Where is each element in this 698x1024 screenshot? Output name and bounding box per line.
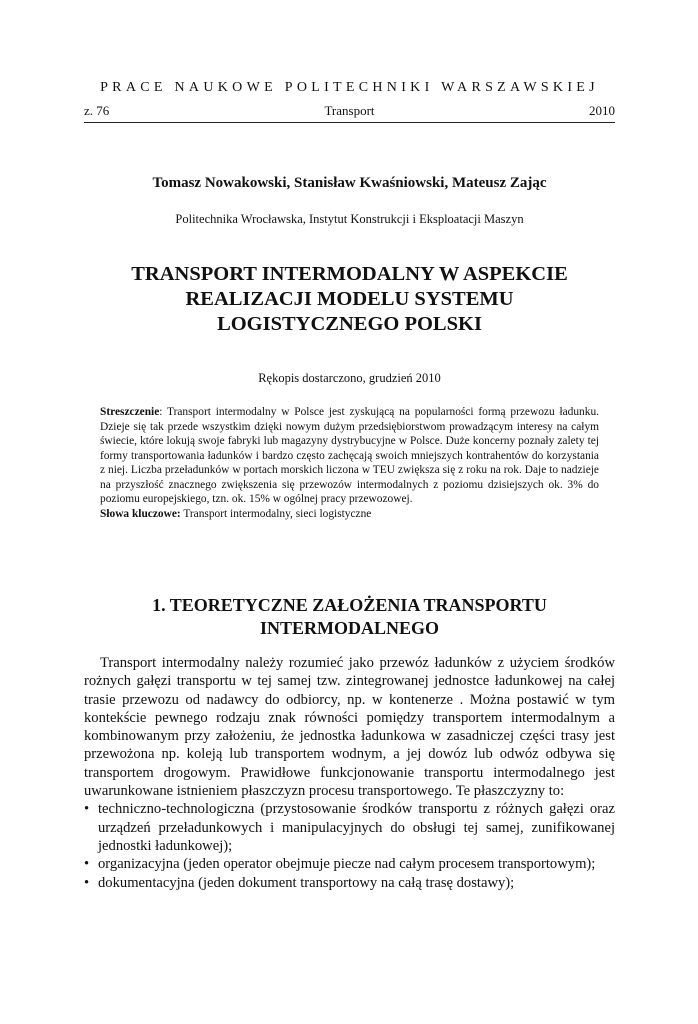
keywords-text: Transport intermodalny, sieci logistyczne	[180, 507, 372, 520]
journal-section: Transport	[324, 103, 375, 118]
body-paragraph: Transport intermodalny należy rozumieć jako przewóz ładunków z użyciem środków rożnych gałęzi transportu w tej samej tzw. zintegrowanej jednostce ładunkowej na całej trasie przewozu od nadawcy do odbiorcy, np. w kontenerze . Można postawić w tym kontekście pewnego rodzaju znak równości pomiędzy transportem intermodalnym a kombinowanym przy założeniu, że jednostka ładunkowa w zasadniczej części trasy jest przewożona np. koleją lub transportem wodnym, a jej dowóz lub odwóz odbywa się transportem drogowym. Prawidłowe funkcjonowanie transportu intermodalnego jest uwarunkowane istnieniem płaszczyzn procesu transportowego. Te płaszczyzny to:	[84, 655, 615, 800]
keywords-paragraph	[100, 507, 599, 522]
abstract-text: : Transport intermodalny w Polsce jest zyskującą na popularności formą przewozu ładunku. Dzieje się tak przede wszystkim dzięki nowym dużym przedsiębiorstwom prowadzącym interesy na całym świecie, które lokują swoje fabryki lub magazyny dystrybucyjne w Polsce. Duże koncerny poznały zalety tej formy transportowania ładunków i bardzo często zachęcają swoich mniejszych kontrahentów do korzystania z niej. Liczba przeładunków w portach morskich liczona w TEU zwiększa się z roku na rok. Daje to nadzieje na przyszłość znacznego zwiększenia się przewozów intermodalnych z poziomu dzisiejszych ok. 3% do poziomu europejskiego, tzn. ok. 15% w ogólnej pracy przewozowej.	[100, 406, 599, 505]
paper-authors: Tomasz Nowakowski, Stanisław Kwaśniowski, Mateusz Zając	[152, 175, 547, 191]
journal-year: 2010	[589, 103, 615, 118]
list-item-text: dokumentacyjna (jeden dokument transportowy na całą trasę dostawy);	[98, 874, 515, 891]
keywords-label: Słowa kluczowe:	[100, 507, 181, 520]
list-item	[84, 855, 615, 873]
list-item-text: techniczno-technologiczna (przystosowanie środków transportu z różnych gałęzi oraz urządzeń przeładunkowych i manipulacyjnych do obsługi tej samej, zunifikowanej jednostki ładunkowej);	[98, 801, 615, 854]
abstract-block	[100, 405, 599, 521]
header-divider	[84, 122, 615, 123]
journal-volume: z. 76	[84, 103, 110, 118]
section-heading	[84, 594, 615, 640]
list-item-text: organizacyjna (jeden operator obejmuje piecze nad całym procesem transportowym);	[98, 856, 596, 873]
section-body	[84, 654, 615, 892]
list-item	[84, 874, 615, 892]
journal-series-title: PRACE NAUKOWE POLITECHNIKI WARSZAWSKIEJ	[100, 80, 599, 95]
paper-title-line: LOGISTYCZNEGO POLSKI	[217, 313, 482, 335]
bullet-icon: •	[84, 856, 90, 873]
abstract-paragraph	[100, 405, 599, 507]
bullet-icon: •	[84, 801, 90, 818]
section-heading-line: 1. TEORETYCZNE ZAŁOŻENIA TRANSPORTU	[152, 595, 547, 615]
section-heading-line: INTERMODALNEGO	[259, 618, 439, 638]
abstract-label: Streszczenie	[100, 406, 160, 418]
received-note: Rękopis dostarczono, grudzień 2010	[258, 371, 441, 385]
paper-title	[84, 262, 615, 337]
paper-title-line: TRANSPORT INTERMODALNY W ASPEKCIE	[131, 263, 568, 285]
author-affiliation: Politechnika Wrocławska, Instytut Konstrukcji i Eksploatacji Maszyn	[175, 212, 524, 226]
list-item	[84, 800, 615, 855]
bullet-list	[84, 800, 615, 891]
paper-title-line: REALIZACJI MODELU SYSTEMU	[185, 288, 514, 310]
bullet-icon: •	[84, 874, 90, 891]
